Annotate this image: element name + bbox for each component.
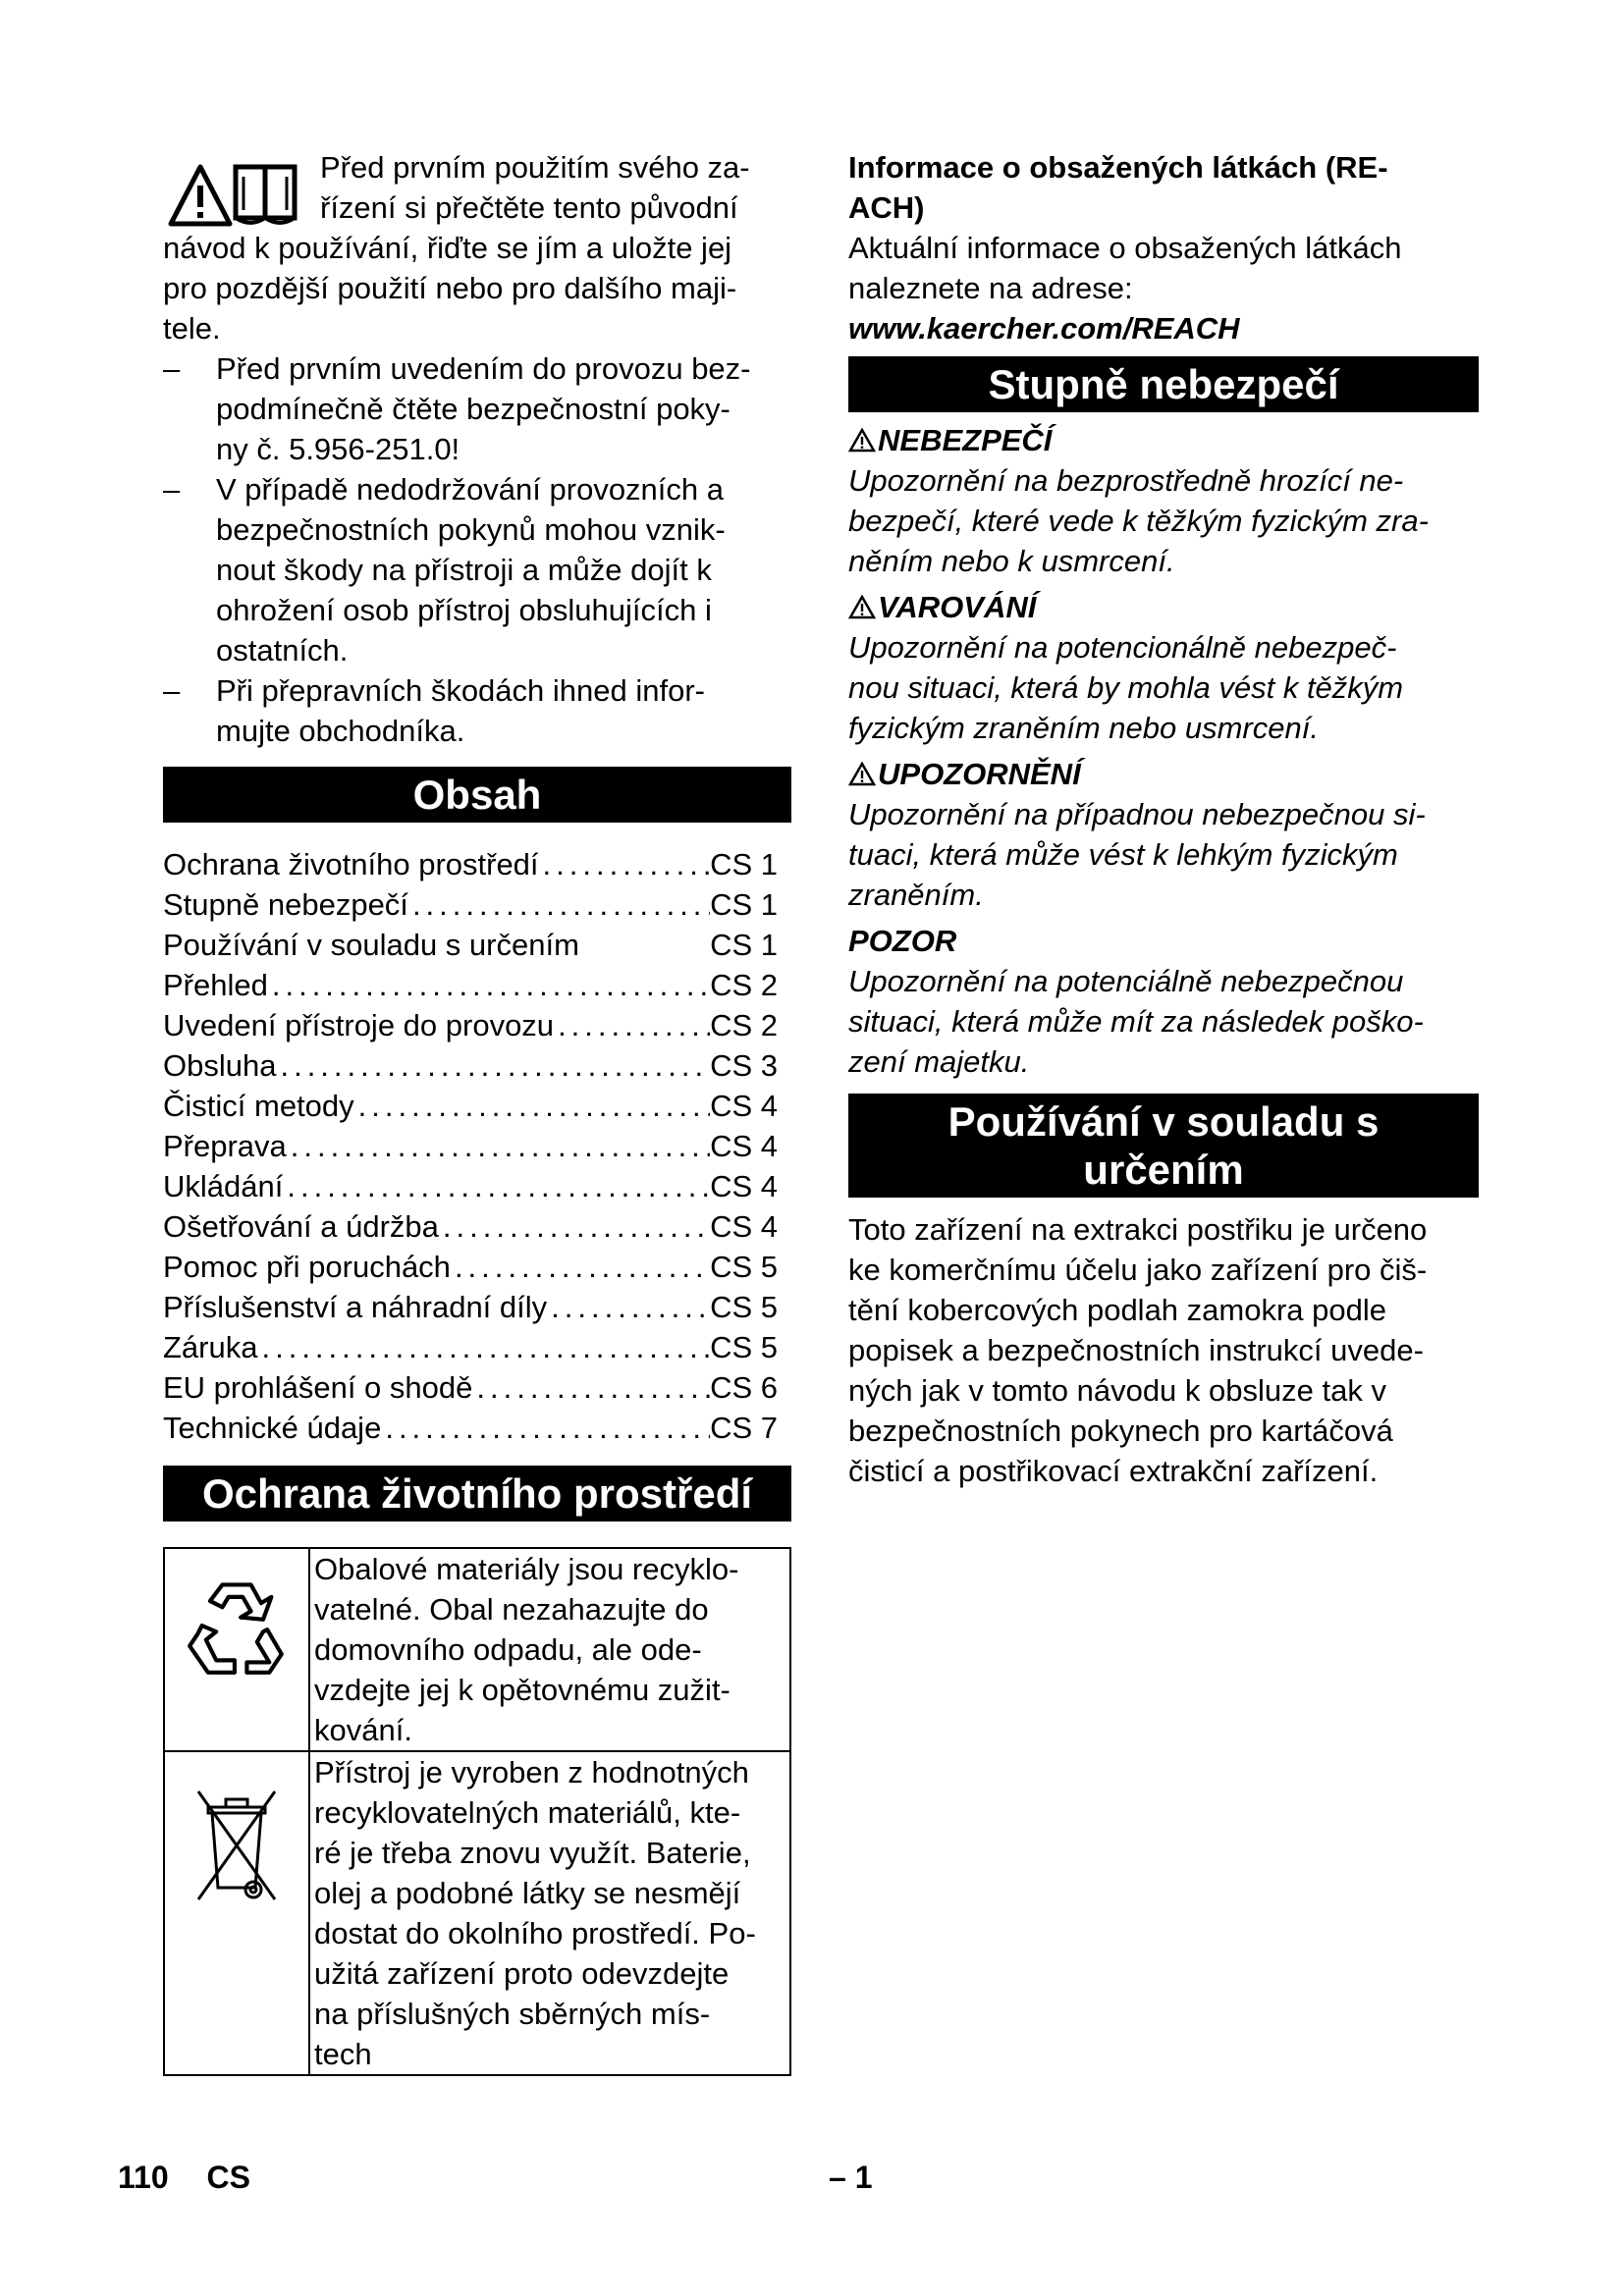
- toc-page: CS 7: [710, 1411, 778, 1445]
- bullet-line: ny č. 5.956-251.0!: [216, 432, 460, 466]
- toc-entry[interactable]: [163, 1166, 791, 1206]
- toc-leader: [539, 844, 711, 884]
- danger-levels-heading: Stupně nebezpečí: [848, 356, 1479, 412]
- table-of-contents: [163, 844, 791, 1448]
- toc-page: CS 6: [710, 1370, 778, 1405]
- danger-label: [848, 754, 1479, 794]
- cell-line: tech: [314, 2037, 372, 2071]
- bullet-item: [163, 348, 791, 469]
- bullet-line: nout škody na přístroji a může dojít k: [216, 553, 712, 587]
- toc-leader: [354, 1086, 710, 1126]
- toc-entry[interactable]: [163, 844, 791, 884]
- danger-desc-line: zraněním.: [848, 878, 984, 912]
- bullet-line: mujte obchodníka.: [216, 714, 465, 748]
- usage-line: tění kobercových podlah zamokra podle: [848, 1293, 1386, 1327]
- reach-text-line: naleznete na adrese:: [848, 271, 1133, 305]
- toc-entry[interactable]: [163, 1206, 791, 1247]
- footer-page-info: [118, 2160, 250, 2196]
- bullet-line: Před prvním uvedením do provozu bez-: [216, 351, 751, 386]
- toc-title: Technické údaje: [163, 1411, 382, 1445]
- toc-entry[interactable]: [163, 1045, 791, 1086]
- danger-level: [848, 420, 1479, 581]
- cell-line: vatelné. Obal nezahazujte do: [314, 1592, 709, 1627]
- toc-page: CS 1: [710, 928, 778, 962]
- dash-icon: –: [163, 351, 181, 386]
- cell-line: užitá zařízení proto odevzdejte: [314, 1956, 730, 1991]
- toc-title: Příslušenství a náhradní díly: [163, 1290, 548, 1324]
- toc-heading: Obsah: [163, 767, 791, 823]
- toc-title: Obsluha: [163, 1048, 277, 1083]
- danger-level: [848, 587, 1479, 748]
- intro-line: řízení si přečtěte tento původní: [320, 190, 738, 225]
- usage-line: Toto zařízení na extrakci postřiku je určeno: [848, 1212, 1428, 1247]
- toc-title: Ochrana životního prostředí: [163, 847, 539, 881]
- table-row: [164, 1548, 790, 1751]
- toc-title: Záruka: [163, 1330, 258, 1364]
- toc-leader: [579, 925, 710, 965]
- reach-text: [848, 228, 1479, 308]
- toc-entry[interactable]: [163, 1287, 791, 1327]
- toc-leader: [283, 1166, 710, 1206]
- danger-desc-line: tuaci, která může vést k lehkým fyzickým: [848, 837, 1398, 872]
- right-column: [848, 147, 1479, 1491]
- toc-page: CS 4: [710, 1169, 778, 1203]
- toc-leader: [472, 1367, 710, 1408]
- usage-line: ných jak v tomto návodu k obsluze tak v: [848, 1373, 1386, 1408]
- usage-line: ke komerčnímu účelu jako zařízení pro čiš-: [848, 1253, 1428, 1287]
- bullet-line: ostatních.: [216, 633, 349, 667]
- toc-title: Přehled: [163, 968, 268, 1002]
- bullet-line: V případě nedodržování provozních a: [216, 472, 725, 507]
- danger-desc-line: Upozornění na potenciálně nebezpečnou: [848, 964, 1404, 998]
- danger-desc-line: Upozornění na případnou nebezpečnou si-: [848, 797, 1426, 831]
- toc-title: Ukládání: [163, 1169, 284, 1203]
- usage-line: bezpečnostních pokynech pro kartáčová: [848, 1414, 1393, 1448]
- toc-page: CS 2: [710, 968, 778, 1002]
- toc-entry[interactable]: [163, 884, 791, 925]
- cell-line: domovního odpadu, ale ode-: [314, 1632, 702, 1667]
- cell-line: Obalové materiály jsou recyklo-: [314, 1552, 739, 1586]
- toc-leader: [439, 1206, 710, 1247]
- toc-page: CS 5: [710, 1330, 778, 1364]
- toc-entry[interactable]: [163, 1005, 791, 1045]
- toc-entry[interactable]: [163, 1327, 791, 1367]
- toc-entry[interactable]: [163, 1247, 791, 1287]
- toc-page: CS 3: [710, 1048, 778, 1083]
- intro-line: návod k používání, řiďte se jím a uložte jej: [163, 231, 732, 265]
- toc-title: Přeprava: [163, 1129, 287, 1163]
- danger-label-text: UPOZORNĚNÍ: [878, 757, 1081, 791]
- toc-entry[interactable]: [163, 1126, 791, 1166]
- danger-level: [848, 921, 1479, 1082]
- toc-title: Stupně nebezpečí: [163, 887, 408, 922]
- danger-desc-line: Upozornění na potencionálně nebezpeč-: [848, 630, 1397, 665]
- intro-line: tele.: [163, 311, 221, 346]
- toc-leader: [276, 1045, 710, 1086]
- icon-cell: [164, 1751, 309, 2075]
- toc-title: Čisticí metody: [163, 1089, 354, 1123]
- heading-line: určením: [1083, 1147, 1244, 1193]
- text-cell: [309, 1751, 790, 2075]
- bullet-line: ohrožení osob přístroj obsluhujících i: [216, 593, 712, 627]
- intro-line: pro pozdější použití nebo pro dalšího maji-: [163, 271, 737, 305]
- reach-text-line: Aktuální informace o obsažených látkách: [848, 231, 1402, 265]
- usage-line: popisek a bezpečnostních instrukcí uvede-: [848, 1333, 1424, 1367]
- danger-desc-line: zení majetku.: [848, 1044, 1030, 1079]
- toc-title: Používání v souladu s určením: [163, 928, 579, 962]
- danger-label-text: VAROVÁNÍ: [878, 590, 1037, 624]
- toc-title: Ošetřování a údržba: [163, 1209, 439, 1244]
- reach-heading-line: ACH): [848, 190, 925, 225]
- toc-page: CS 2: [710, 1008, 778, 1042]
- intended-use-heading: [848, 1094, 1479, 1198]
- cell-line: Přístroj je vyroben z hodnotných: [314, 1755, 749, 1789]
- bullet-line: Při přepravních škodách ihned infor-: [216, 673, 705, 708]
- toc-title: Uvedení přístroje do provozu: [163, 1008, 555, 1042]
- toc-entry[interactable]: [163, 965, 791, 1005]
- heading-line: Používání v souladu s: [947, 1098, 1380, 1145]
- cell-line: dostat do okolního prostředí. Po-: [314, 1916, 756, 1950]
- toc-page: CS 4: [710, 1129, 778, 1163]
- intro-line: Před prvním použitím svého za-: [320, 150, 750, 185]
- intended-use-text: [848, 1209, 1479, 1491]
- toc-leader: [268, 965, 710, 1005]
- toc-leader: [554, 1005, 710, 1045]
- safety-bullets: [163, 348, 791, 751]
- toc-title: Pomoc při poruchách: [163, 1250, 451, 1284]
- danger-desc-line: fyzickým zraněním nebo usmrcení.: [848, 711, 1319, 745]
- toc-entry[interactable]: [163, 925, 791, 965]
- icon-cell: [164, 1548, 309, 1751]
- recycling-icon: [186, 1575, 288, 1677]
- environment-heading: Ochrana životního prostředí: [163, 1466, 791, 1522]
- usage-line: čisticí a postřikovací extrakční zařízení.: [848, 1454, 1379, 1488]
- danger-desc-line: bezpečí, které vede k těžkým fyzickým zra-: [848, 504, 1429, 538]
- reach-heading-line: Informace o obsažených látkách (RE-: [848, 150, 1388, 185]
- toc-leader: [257, 1327, 710, 1367]
- toc-leader: [547, 1287, 710, 1327]
- toc-entry[interactable]: [163, 1367, 791, 1408]
- bullet-line: bezpečnostních pokynů mohou vznik-: [216, 512, 726, 547]
- toc-title: EU prohlášení o shodě: [163, 1370, 473, 1405]
- warning-manual-icon: [167, 153, 312, 230]
- reach-link[interactable]: www.kaercher.com/REACH: [848, 311, 1240, 346]
- toc-page: CS 1: [710, 887, 778, 922]
- dash-icon: –: [163, 472, 181, 507]
- intro-paragraph: [163, 147, 791, 348]
- cell-line: kování.: [314, 1713, 412, 1747]
- cell-line: recyklovatelných materiálů, kte-: [314, 1795, 741, 1830]
- danger-desc-line: situaci, která může mít za následek poško-: [848, 1004, 1424, 1039]
- text-cell: [309, 1548, 790, 1751]
- danger-label-text: NEBEZPEČÍ: [878, 423, 1053, 457]
- toc-page: CS 5: [710, 1290, 778, 1324]
- toc-entry[interactable]: [163, 1086, 791, 1126]
- danger-desc-line: nou situaci, která by mohla vést k těžkým: [848, 670, 1404, 705]
- cell-line: olej a podobné látky se nesmějí: [314, 1876, 741, 1910]
- toc-page: CS 1: [710, 847, 778, 881]
- toc-leader: [381, 1408, 710, 1448]
- section-number: – 1: [829, 2160, 873, 2195]
- warning-triangle-icon: [848, 595, 876, 619]
- dash-icon: –: [163, 673, 181, 708]
- bullet-line: podmínečně čtěte bezpečnostní poky-: [216, 392, 731, 426]
- danger-label: [848, 587, 1479, 627]
- table-row: [164, 1751, 790, 2075]
- warning-triangle-icon: [848, 428, 876, 453]
- page-number: 110: [118, 2160, 169, 2195]
- warning-triangle-icon: [848, 762, 876, 786]
- toc-leader: [451, 1247, 710, 1287]
- toc-page: CS 4: [710, 1209, 778, 1244]
- danger-desc-line: něním nebo k usmrcení.: [848, 544, 1175, 578]
- danger-label: POZOR: [848, 924, 957, 958]
- toc-page: CS 5: [710, 1250, 778, 1284]
- language-code: CS: [206, 2160, 250, 2195]
- bullet-item: [163, 670, 791, 751]
- cell-line: na příslušných sběrných mís-: [314, 1997, 711, 2031]
- toc-entry[interactable]: [163, 1408, 791, 1448]
- cell-line: vzdejte jej k opětovnému zužit-: [314, 1673, 731, 1707]
- danger-label: [848, 420, 1479, 460]
- danger-level: [848, 754, 1479, 915]
- crossed-bin-icon: [192, 1778, 281, 1905]
- cell-line: ré je třeba znovu využít. Baterie,: [314, 1836, 751, 1870]
- toc-leader: [287, 1126, 710, 1166]
- toc-page: CS 4: [710, 1089, 778, 1123]
- toc-leader: [408, 884, 710, 925]
- bullet-item: [163, 469, 791, 670]
- reach-heading: [848, 147, 1479, 228]
- environment-table: [163, 1547, 791, 2076]
- danger-desc-line: Upozornění na bezprostředně hrozící ne-: [848, 463, 1404, 498]
- left-column: [163, 147, 791, 2076]
